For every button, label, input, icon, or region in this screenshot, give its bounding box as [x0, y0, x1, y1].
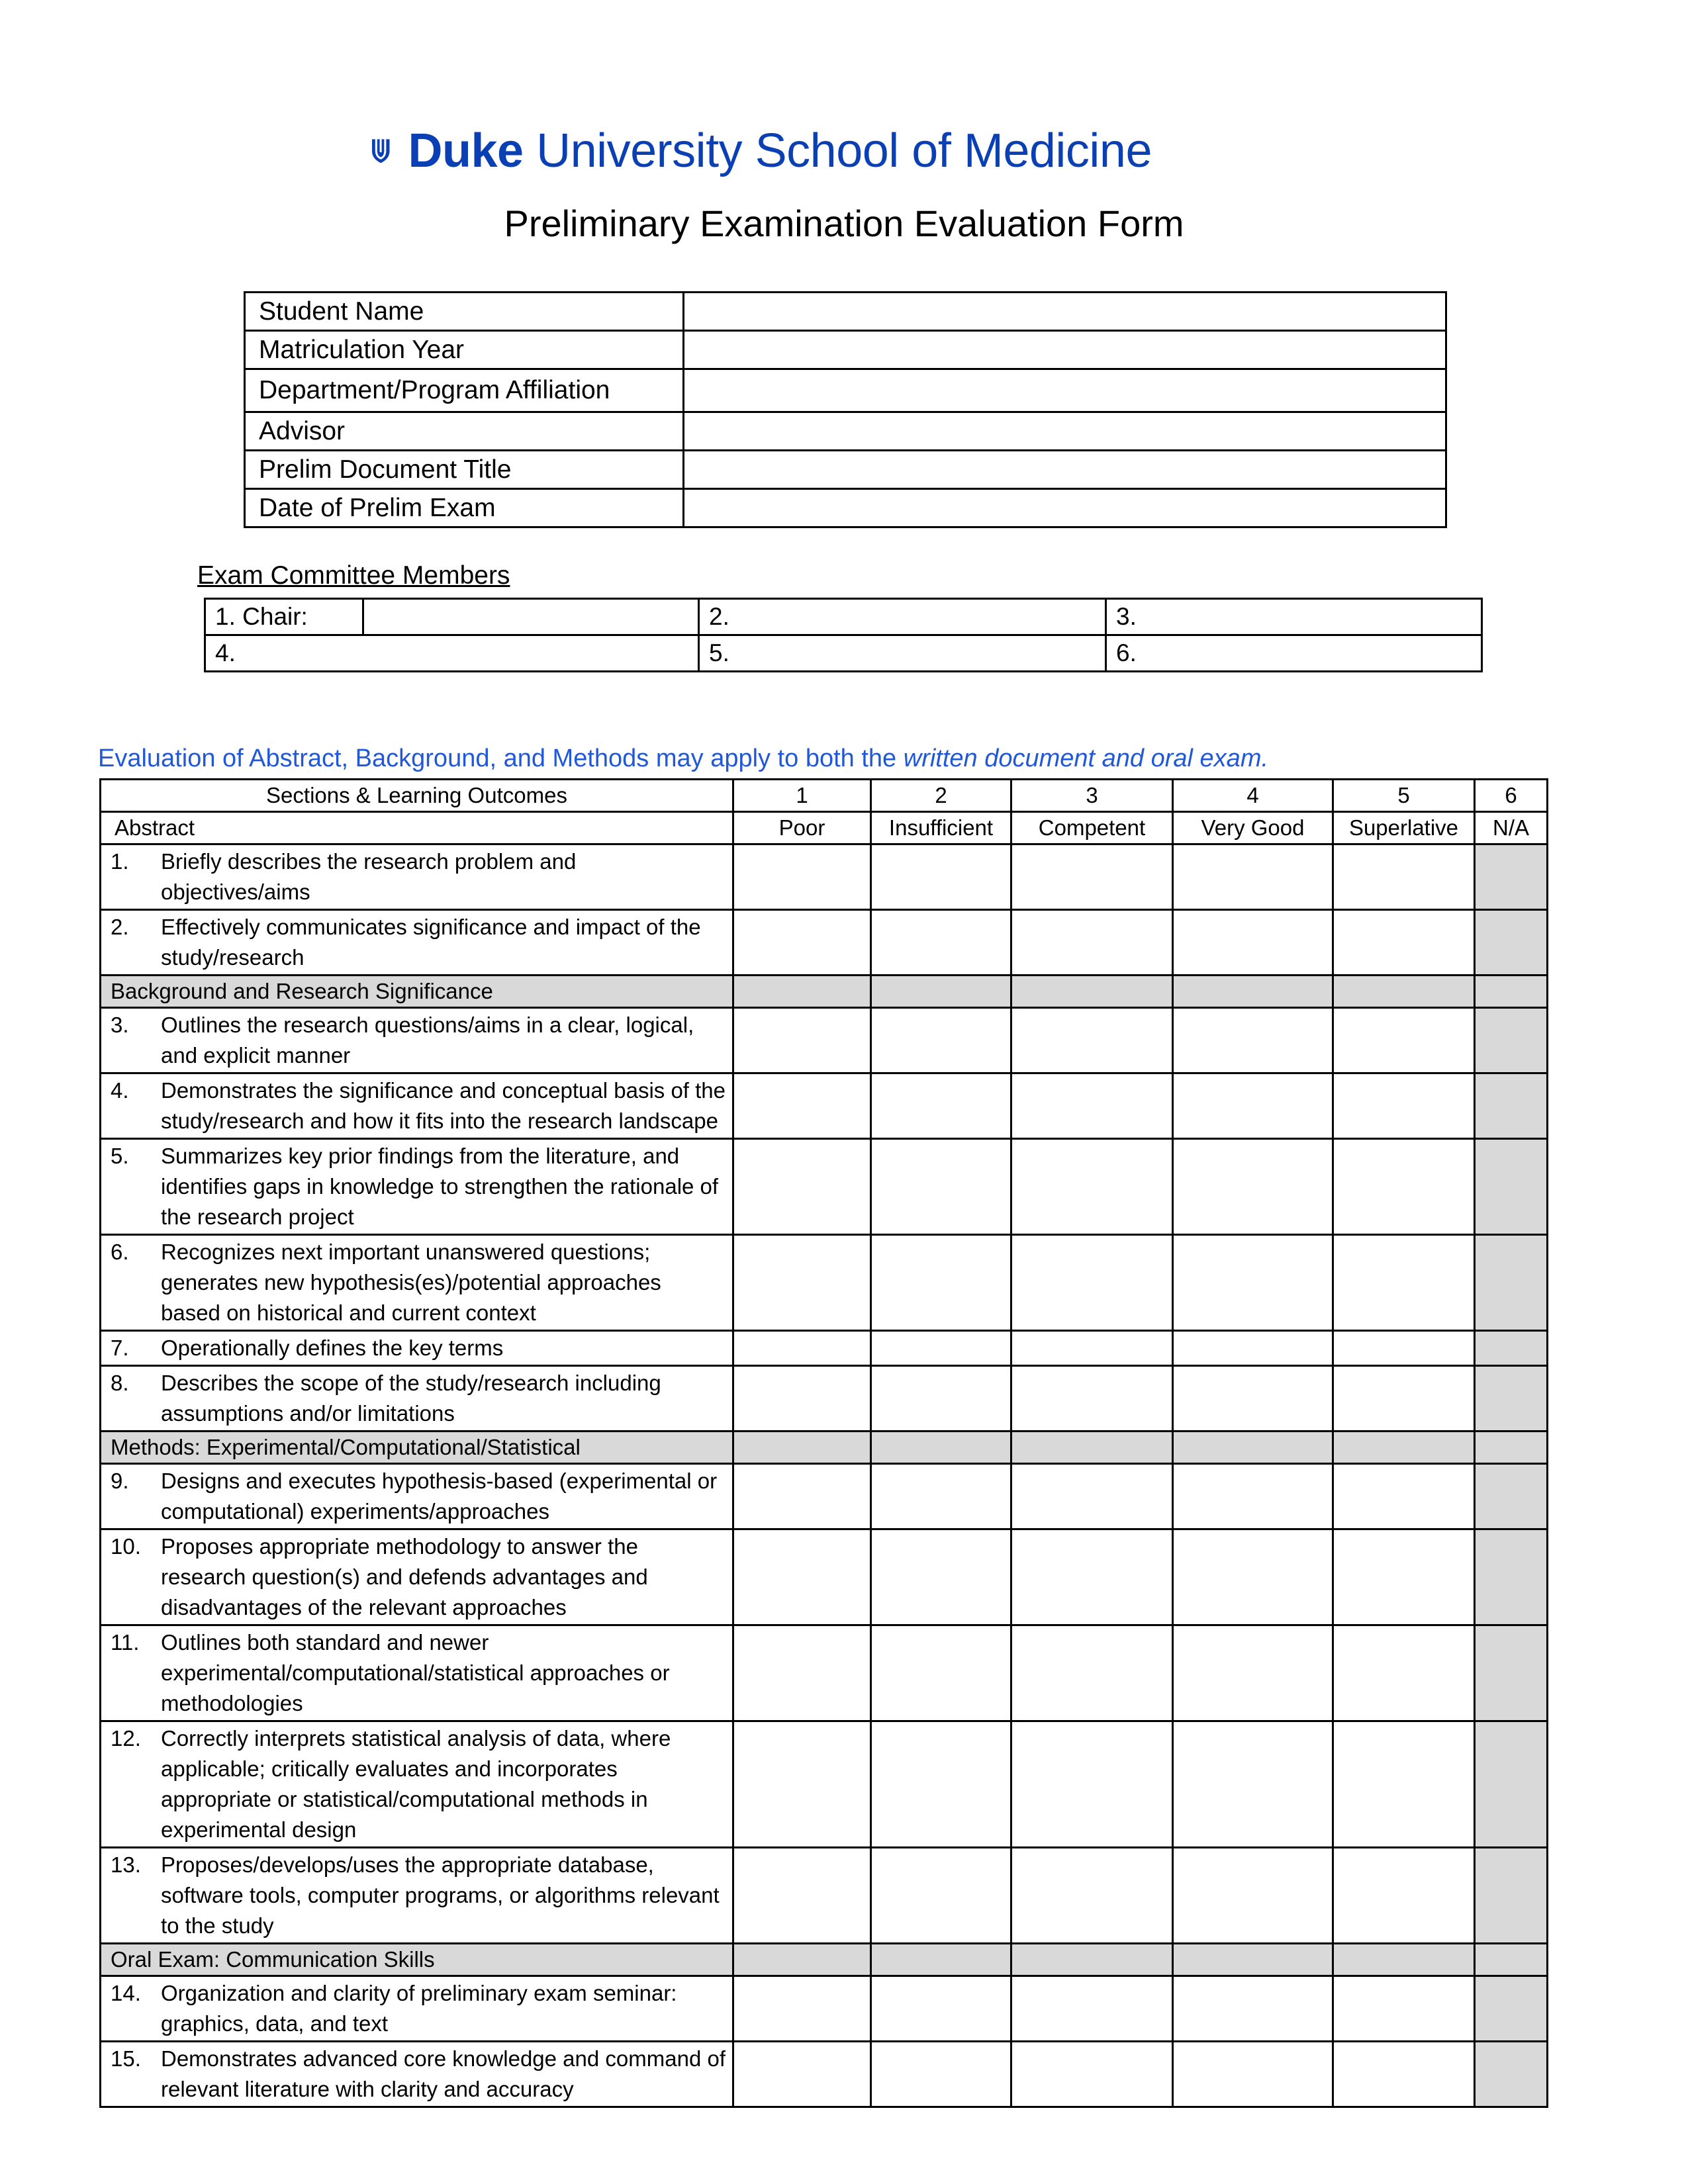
outcome-text: Effectively communicates significance and impact of the study/research	[161, 915, 701, 970]
rating-cell[interactable]	[733, 1976, 871, 2042]
rating-cell[interactable]	[871, 844, 1011, 910]
rating-cell[interactable]	[733, 1235, 871, 1331]
sections-header: Sections & Learning Outcomes	[101, 780, 733, 812]
section-row	[101, 976, 1548, 1008]
committee-heading: Exam Committee Members	[197, 561, 510, 590]
outcome-row	[101, 2042, 1548, 2107]
department-field[interactable]	[684, 369, 1446, 412]
outcome-number: 11.	[111, 1630, 140, 1655]
committee-member-4[interactable]: 4.	[205, 635, 699, 672]
outcome-row	[101, 1529, 1548, 1625]
rating-cell[interactable]	[1011, 1848, 1173, 1944]
rating-cell[interactable]	[871, 1848, 1011, 1944]
scale-label: Poor	[733, 812, 871, 844]
rating-cell[interactable]	[1011, 1529, 1173, 1625]
rating-cell[interactable]	[871, 1529, 1011, 1625]
rating-cell-na[interactable]	[1475, 844, 1548, 910]
outcome-number: 9.	[111, 1469, 129, 1493]
rating-cell[interactable]	[1173, 1073, 1333, 1139]
outcome-cell	[101, 1073, 733, 1139]
rating-cell[interactable]	[1011, 1625, 1173, 1721]
rating-cell-na[interactable]	[1475, 1008, 1548, 1073]
rating-cell[interactable]	[1333, 910, 1475, 976]
rating-cell-na[interactable]	[1475, 1366, 1548, 1432]
section-empty-cell	[1333, 976, 1475, 1008]
outcome-text: Proposes/develops/uses the appropriate database, software tools, computer programs, or algorithms relevant to the study	[161, 1852, 720, 1938]
rating-cell-na[interactable]	[1475, 1331, 1548, 1366]
duke-shield-icon	[371, 114, 391, 188]
logo-text: Duke University School of Medicine	[408, 124, 1152, 177]
rating-cell[interactable]	[1173, 2042, 1333, 2107]
committee-table	[204, 598, 1483, 672]
outcome-text: Outlines both standard and newer experimental/computational/statistical approaches or methodologies	[161, 1630, 670, 1715]
rating-cell[interactable]	[733, 1529, 871, 1625]
outcome-text: Demonstrates the significance and conceptual basis of the study/research and how it fits into the research landscape	[161, 1078, 726, 1133]
scale-label: Superlative	[1333, 812, 1475, 844]
outcome-number: 6.	[111, 1240, 129, 1264]
rating-cell[interactable]	[733, 2042, 871, 2107]
rating-cell[interactable]	[1173, 844, 1333, 910]
rating-cell[interactable]	[1173, 1721, 1333, 1848]
outcome-number: 7.	[111, 1336, 129, 1360]
section-empty-cell	[733, 976, 871, 1008]
outcome-row	[101, 1331, 1548, 1366]
committee-row	[205, 635, 1482, 672]
outcome-text: Proposes appropriate methodology to answer the research question(s) and defends advantages and disadvantages of the relevant approaches	[161, 1534, 648, 1619]
outcome-row	[101, 1625, 1548, 1721]
section-label: Oral Exam: Communication Skills	[101, 1944, 733, 1976]
rating-cell[interactable]	[871, 1073, 1011, 1139]
rating-cell[interactable]	[871, 2042, 1011, 2107]
outcome-row	[101, 1464, 1548, 1529]
scale-number: 3	[1011, 780, 1173, 812]
outcome-cell	[101, 1464, 733, 1529]
section-empty-cell	[1475, 976, 1548, 1008]
rating-cell-na[interactable]	[1475, 1625, 1548, 1721]
outcome-text: Briefly describes the research problem and objectives/aims	[161, 849, 577, 904]
outcome-row	[101, 1235, 1548, 1331]
rating-cell[interactable]	[1173, 1366, 1333, 1432]
scale-label: Insufficient	[871, 812, 1011, 844]
rating-cell[interactable]	[1333, 1073, 1475, 1139]
info-row-prelim-date	[245, 489, 1446, 527]
outcome-number: 13.	[111, 1852, 141, 1877]
rating-cell[interactable]	[1011, 844, 1173, 910]
outcome-text: Correctly interprets statistical analysis of data, where applicable; critically evaluates and incorporates appropriate or statistical/computational methods in experimental design	[161, 1726, 671, 1842]
section-abstract-label: Abstract	[101, 812, 733, 844]
scale-number: 4	[1173, 780, 1333, 812]
outcome-number: 1.	[111, 849, 129, 874]
outcome-number: 2.	[111, 915, 129, 939]
rating-cell[interactable]	[1333, 1848, 1475, 1944]
outcome-row	[101, 910, 1548, 976]
outcome-cell	[101, 1848, 733, 1944]
outcome-text: Designs and executes hypothesis-based (experimental or computational) experiments/approaches	[161, 1469, 718, 1524]
section-empty-cell	[733, 1432, 871, 1464]
duke-logo	[371, 106, 1152, 195]
rating-cell[interactable]	[733, 844, 871, 910]
rating-cell[interactable]	[1011, 1464, 1173, 1529]
section-empty-cell	[1333, 1944, 1475, 1976]
rating-cell[interactable]	[1333, 1721, 1475, 1848]
rating-cell[interactable]	[871, 910, 1011, 976]
section-empty-cell	[871, 976, 1011, 1008]
outcome-cell	[101, 1529, 733, 1625]
info-row-matriculation-year	[245, 331, 1446, 369]
rating-cell[interactable]	[871, 1721, 1011, 1848]
rating-cell[interactable]	[871, 1235, 1011, 1331]
outcome-cell	[101, 1721, 733, 1848]
outcome-number: 10.	[111, 1534, 141, 1559]
rating-cell[interactable]	[733, 1331, 871, 1366]
scale-number: 2	[871, 780, 1011, 812]
committee-row	[205, 599, 1482, 635]
rating-cell[interactable]	[733, 1848, 871, 1944]
rating-cell[interactable]	[1011, 1073, 1173, 1139]
outcome-row	[101, 1848, 1548, 1944]
rating-cell[interactable]	[871, 1331, 1011, 1366]
section-empty-cell	[733, 1944, 871, 1976]
rating-cell[interactable]	[1011, 1366, 1173, 1432]
rating-cell[interactable]	[871, 1008, 1011, 1073]
evaluation-table	[99, 778, 1548, 2108]
rating-cell[interactable]	[1173, 1529, 1333, 1625]
prelim-title-label: Prelim Document Title	[245, 451, 684, 489]
scale-number: 6	[1475, 780, 1548, 812]
rating-cell[interactable]	[1333, 2042, 1475, 2107]
rating-cell[interactable]	[871, 1366, 1011, 1432]
outcome-cell	[101, 2042, 733, 2107]
rating-cell-na[interactable]	[1475, 1848, 1548, 1944]
rating-cell-na[interactable]	[1475, 2042, 1548, 2107]
outcome-cell	[101, 1331, 733, 1366]
rating-cell[interactable]	[1333, 1331, 1475, 1366]
outcome-text: Recognizes next important unanswered questions; generates new hypothesis(es)/potential approaches based on historical and current context	[161, 1240, 661, 1325]
outcome-text: Describes the scope of the study/research including assumptions and/or limitations	[161, 1371, 661, 1426]
section-empty-cell	[1011, 1432, 1173, 1464]
rating-cell[interactable]	[1333, 1235, 1475, 1331]
rating-cell[interactable]	[1173, 1008, 1333, 1073]
outcome-row	[101, 1976, 1548, 2042]
section-empty-cell	[1333, 1432, 1475, 1464]
rating-cell[interactable]	[871, 1625, 1011, 1721]
rating-cell[interactable]	[1173, 1464, 1333, 1529]
form-title: Preliminary Examination Evaluation Form	[504, 203, 1184, 244]
section-empty-cell	[1475, 1944, 1548, 1976]
section-empty-cell	[1173, 1944, 1333, 1976]
department-label: Department/Program Affiliation	[245, 369, 684, 412]
rating-cell[interactable]	[1173, 1139, 1333, 1235]
rating-cell-na[interactable]	[1475, 1073, 1548, 1139]
prelim-date-field[interactable]	[684, 489, 1446, 527]
section-empty-cell	[1011, 976, 1173, 1008]
advisor-label: Advisor	[245, 412, 684, 451]
rating-cell[interactable]	[1333, 1139, 1475, 1235]
scale-label: Competent	[1011, 812, 1173, 844]
rating-cell[interactable]	[1333, 1008, 1475, 1073]
rating-cell[interactable]	[1011, 1721, 1173, 1848]
outcome-text: Outlines the research questions/aims in a clear, logical, and explicit manner	[161, 1013, 694, 1068]
rating-cell[interactable]	[1173, 1976, 1333, 2042]
outcome-row	[101, 1073, 1548, 1139]
section-empty-cell	[871, 1944, 1011, 1976]
student-info-table	[244, 291, 1447, 528]
rating-cell[interactable]	[733, 1721, 871, 1848]
rating-cell-na[interactable]	[1475, 1235, 1548, 1331]
rating-cell-na[interactable]	[1475, 1529, 1548, 1625]
outcome-text: Demonstrates advanced core knowledge and command of relevant literature with clarity and accuracy	[161, 2046, 726, 2101]
rating-cell[interactable]	[1011, 910, 1173, 976]
rating-cell[interactable]	[871, 1139, 1011, 1235]
section-row	[101, 1432, 1548, 1464]
outcome-row	[101, 1139, 1548, 1235]
outcome-number: 4.	[111, 1078, 129, 1103]
info-row-student-name	[245, 293, 1446, 331]
rating-cell[interactable]	[1333, 1529, 1475, 1625]
rating-cell-na[interactable]	[1475, 1464, 1548, 1529]
info-row-advisor	[245, 412, 1446, 451]
scale-number: 5	[1333, 780, 1475, 812]
section-label: Background and Research Significance	[101, 976, 733, 1008]
rating-cell[interactable]	[1173, 1331, 1333, 1366]
rating-cell[interactable]	[1333, 1976, 1475, 2042]
rating-cell-na[interactable]	[1475, 1721, 1548, 1848]
outcome-number: 3.	[111, 1013, 129, 1037]
committee-member-3[interactable]: 3.	[1106, 599, 1482, 635]
rating-cell[interactable]	[1333, 844, 1475, 910]
outcome-cell	[101, 1976, 733, 2042]
info-row-prelim-title	[245, 451, 1446, 489]
committee-member-6[interactable]: 6.	[1106, 635, 1482, 672]
outcome-cell	[101, 1235, 733, 1331]
outcome-cell	[101, 1139, 733, 1235]
rating-cell[interactable]	[1173, 1625, 1333, 1721]
evaluation-note: Evaluation of Abstract, Background, and Methods may apply to both the written document and oral exam.	[98, 745, 1269, 772]
rating-cell-na[interactable]	[1475, 1139, 1548, 1235]
matriculation-year-field[interactable]	[684, 331, 1446, 369]
scale-number: 1	[733, 780, 871, 812]
rating-cell[interactable]	[1173, 910, 1333, 976]
outcome-row	[101, 844, 1548, 910]
section-empty-cell	[1173, 1432, 1333, 1464]
rating-cell[interactable]	[1011, 1139, 1173, 1235]
outcome-text: Summarizes key prior findings from the literature, and identifies gaps in knowledge to strengthen the rationale of the research project	[161, 1144, 719, 1229]
section-empty-cell	[1011, 1944, 1173, 1976]
student-name-field[interactable]	[684, 293, 1446, 331]
outcome-text: Operationally defines the key terms	[161, 1336, 504, 1360]
rating-cell[interactable]	[1011, 1008, 1173, 1073]
prelim-title-field[interactable]	[684, 451, 1446, 489]
section-row	[101, 1944, 1548, 1976]
section-empty-cell	[1475, 1432, 1548, 1464]
rating-cell[interactable]	[733, 1139, 871, 1235]
rating-cell[interactable]	[1333, 1625, 1475, 1721]
scale-label: N/A	[1475, 812, 1548, 844]
rating-cell[interactable]	[1011, 1331, 1173, 1366]
outcome-cell	[101, 1008, 733, 1073]
outcome-number: 8.	[111, 1371, 129, 1395]
committee-member-2[interactable]: 2.	[699, 599, 1106, 635]
prelim-date-label: Date of Prelim Exam	[245, 489, 684, 527]
rating-cell[interactable]	[1011, 1976, 1173, 2042]
scale-label: Very Good	[1173, 812, 1333, 844]
rating-cell[interactable]	[871, 1976, 1011, 2042]
student-name-label: Student Name	[245, 293, 684, 331]
section-label: Methods: Experimental/Computational/Statistical	[101, 1432, 733, 1464]
rating-cell-na[interactable]	[1475, 910, 1548, 976]
outcome-cell	[101, 910, 733, 976]
matriculation-year-label: Matriculation Year	[245, 331, 684, 369]
rating-cell[interactable]	[1333, 1464, 1475, 1529]
section-empty-cell	[1173, 976, 1333, 1008]
rating-cell[interactable]	[871, 1464, 1011, 1529]
rating-cell-na[interactable]	[1475, 1976, 1548, 2042]
rating-cell[interactable]	[733, 1008, 871, 1073]
outcome-number: 12.	[111, 1726, 141, 1751]
rating-cell[interactable]	[1173, 1235, 1333, 1331]
committee-chair-field[interactable]	[363, 599, 699, 635]
outcome-cell	[101, 1366, 733, 1432]
outcome-cell	[101, 844, 733, 910]
rating-cell[interactable]	[1011, 2042, 1173, 2107]
scale-number-row	[101, 780, 1548, 812]
outcome-number: 15.	[111, 2046, 141, 2071]
rating-cell[interactable]	[733, 1366, 871, 1432]
rating-cell[interactable]	[733, 910, 871, 976]
rating-cell[interactable]	[733, 1464, 871, 1529]
section-empty-cell	[871, 1432, 1011, 1464]
rating-cell[interactable]	[1173, 1848, 1333, 1944]
rating-cell[interactable]	[1333, 1366, 1475, 1432]
advisor-field[interactable]	[684, 412, 1446, 451]
committee-member-5[interactable]: 5.	[699, 635, 1106, 672]
outcome-number: 5.	[111, 1144, 129, 1168]
outcome-number: 14.	[111, 1981, 141, 2005]
outcome-row	[101, 1721, 1548, 1848]
rating-cell[interactable]	[733, 1073, 871, 1139]
info-row-department	[245, 369, 1446, 412]
rating-cell[interactable]	[1011, 1235, 1173, 1331]
outcome-cell	[101, 1625, 733, 1721]
outcome-text: Organization and clarity of preliminary exam seminar: graphics, data, and text	[161, 1981, 677, 2036]
outcome-row	[101, 1366, 1548, 1432]
rating-cell[interactable]	[733, 1625, 871, 1721]
scale-label-row	[101, 812, 1548, 844]
committee-chair-label: 1. Chair:	[205, 599, 363, 635]
outcome-row	[101, 1008, 1548, 1073]
